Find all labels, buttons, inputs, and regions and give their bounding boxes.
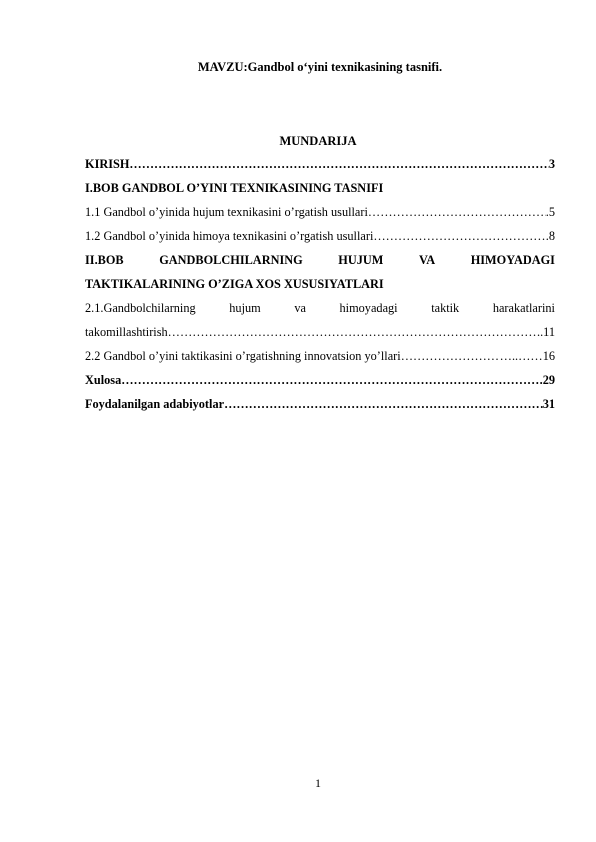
toc-leader-dots — [224, 392, 543, 416]
toc-entry-label: 2.2 Gandbol o’yini taktikasini o’rgatishning innovatsion yo’llari — [85, 349, 401, 363]
toc-leader-dots — [121, 368, 539, 392]
toc-entry-bob1[interactable] — [85, 176, 555, 200]
toc-entry-section-2-1-continued[interactable] — [85, 320, 555, 344]
toc-entry-page: …..……16 — [499, 349, 555, 363]
toc-entry-bob2[interactable] — [85, 248, 555, 272]
toc-entry-page: 3 — [548, 157, 555, 171]
toc-word: HIMOYADAGI — [470, 253, 555, 267]
table-of-contents — [85, 152, 555, 416]
toc-entry-page: 31 — [542, 397, 555, 411]
toc-entry-bob2-continued[interactable] — [85, 272, 555, 296]
toc-entry-page: .29 — [539, 373, 555, 387]
toc-leader-dots — [368, 200, 546, 224]
toc-entry-label: 1.2 Gandbol o’yinida himoya texnikasini o’rgatish usullari — [85, 229, 374, 243]
toc-word: 2.1.Gandbolchilarning — [85, 301, 196, 315]
toc-entry-label: Xulosa — [85, 373, 122, 387]
toc-leader-dots — [129, 152, 548, 176]
toc-entry-label: Foydalanilgan adabiyotlar — [85, 397, 225, 411]
toc-entry-label: 1.1 Gandbol o’yinida hujum texnikasini o’rgatish usullari — [85, 205, 368, 219]
toc-entry-page: .8 — [545, 229, 555, 243]
toc-word: va — [294, 301, 306, 315]
toc-word: HUJUM — [338, 253, 384, 267]
toc-title: MUNDARIJA — [279, 134, 357, 148]
toc-entry-kirish[interactable] — [85, 152, 555, 176]
toc-entry-section-1-1[interactable] — [85, 200, 555, 224]
page-number: 1 — [315, 776, 321, 790]
toc-word: II.BOB — [85, 253, 124, 267]
toc-entry-label: TAKTIKALARINING O’ZIGA XOS XUSUSIYATLARI — [85, 277, 384, 291]
toc-entry-section-2-2[interactable] — [85, 344, 555, 368]
toc-word: VA — [418, 253, 436, 267]
toc-leader-dots — [401, 344, 500, 368]
toc-entry-page: .5 — [545, 205, 555, 219]
toc-entry-xulosa[interactable] — [85, 368, 555, 392]
toc-word: GANDBOLCHILARNING — [159, 253, 303, 267]
toc-leader-dots — [373, 224, 545, 248]
toc-word: hujum — [229, 301, 261, 315]
toc-entry-label: I.BOB GANDBOL O’YINI TEXNIKASINING TASNIFI — [85, 181, 384, 195]
document-topic: MAVZU:Gandbol oʻyini texnikasining tasnifi. — [197, 60, 443, 74]
toc-entry-page: ..11 — [537, 325, 555, 339]
toc-entry-label: takomillashtirish — [85, 325, 168, 339]
toc-word: harakatlarini — [492, 301, 555, 315]
toc-entry-section-2-1[interactable] — [85, 296, 555, 320]
toc-word: himoyadagi — [339, 301, 398, 315]
toc-word: taktik — [431, 301, 460, 315]
toc-entry-adabiyotlar[interactable] — [85, 392, 555, 416]
toc-leader-dots — [168, 320, 537, 344]
toc-entry-label: KIRISH — [85, 157, 130, 171]
toc-entry-section-1-2[interactable] — [85, 224, 555, 248]
